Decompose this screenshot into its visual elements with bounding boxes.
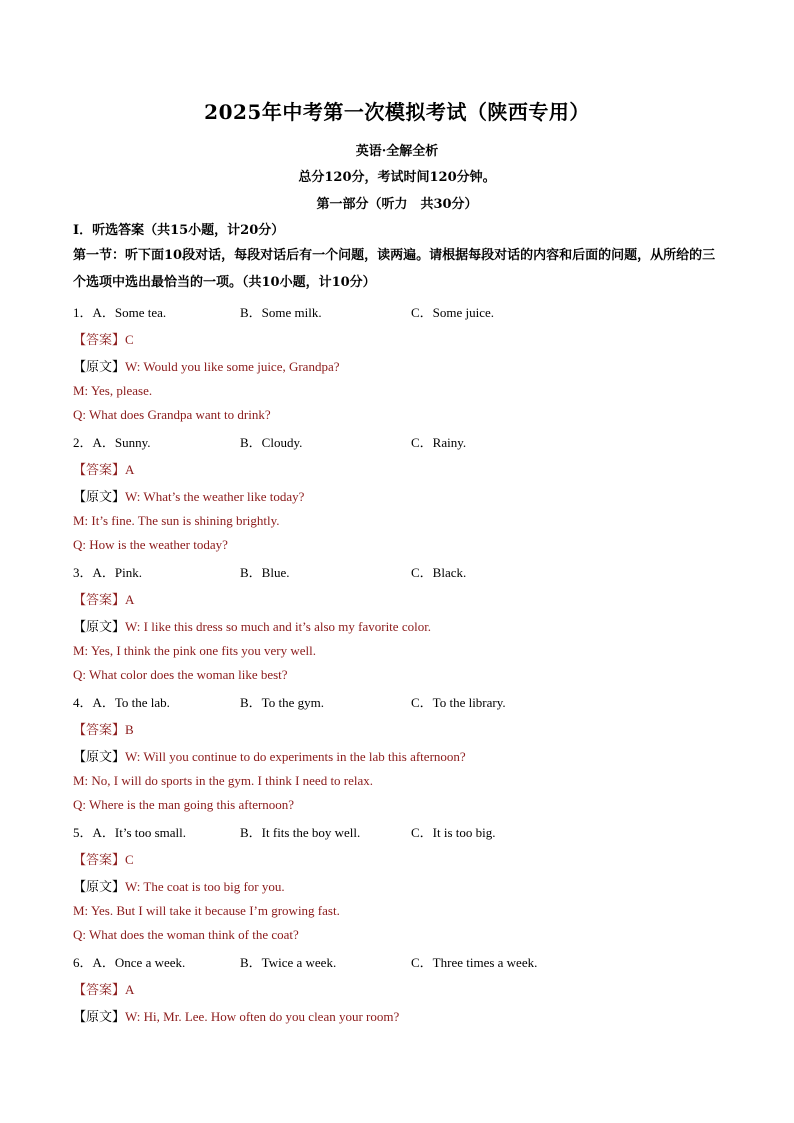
option-b: B．It fits the boy well.	[240, 825, 361, 840]
transcript-m: M: Yes, I think the pink one fits you very well.	[73, 643, 317, 658]
answer-line	[73, 589, 134, 608]
transcript-label: 【原文】	[73, 750, 126, 765]
transcript-m: M: Yes. But I will take it because I’m growing fast.	[73, 903, 340, 918]
part-heading: 第一部分（听力 共30分）	[316, 197, 478, 212]
transcript-w: W: Would you like some juice, Grandpa?	[125, 359, 340, 374]
option-a: 3．A．Pink.	[73, 565, 142, 580]
answer-line	[73, 719, 134, 738]
section-heading: Ⅰ．听选答案（共15小题，计20分）	[73, 223, 285, 238]
document-title: 2025年中考第一次模拟考试（陕西专用）	[204, 100, 590, 124]
answer-line	[73, 459, 134, 478]
transcript-line	[73, 486, 304, 505]
transcript-w: W: Hi, Mr. Lee. How often do you clean your room?	[125, 1009, 400, 1024]
option-c: C．Rainy.	[411, 435, 467, 450]
transcript-label: 【原文】	[73, 490, 126, 505]
transcript-q: Q: What does the woman think of the coat?	[73, 927, 299, 942]
transcript-q: Q: Where is the man going this afternoon?	[73, 797, 295, 812]
transcript-q: Q: What color does the woman like best?	[73, 667, 288, 682]
transcript-w: W: I like this dress so much and it’s also my favorite color.	[125, 619, 432, 634]
transcript-w: W: The coat is too big for you.	[125, 879, 285, 894]
option-b: B．Cloudy.	[240, 435, 303, 450]
option-c: C．Some juice.	[411, 305, 495, 320]
option-c: C．To the library.	[411, 695, 506, 710]
option-b: B．Twice a week.	[240, 955, 337, 970]
answer-value: A	[125, 982, 135, 997]
transcript-line	[73, 746, 466, 765]
transcript-w: W: Will you continue to do experiments in the lab this afternoon?	[125, 749, 466, 764]
transcript-line	[73, 876, 285, 895]
transcript-label: 【原文】	[73, 1010, 126, 1025]
answer-line	[73, 979, 134, 998]
transcript-q: Q: How is the weather today?	[73, 537, 228, 552]
answer-value: A	[125, 462, 135, 477]
answer-line	[73, 329, 134, 348]
transcript-m: M: No, I will do sports in the gym. I think I need to relax.	[73, 773, 374, 788]
option-b: B．Blue.	[240, 565, 290, 580]
answer-value: C	[125, 852, 134, 867]
transcript-line	[73, 1006, 399, 1025]
answer-label: 【答案】	[73, 983, 126, 998]
transcript-m: M: It’s fine. The sun is shining brightly.	[73, 513, 280, 528]
transcript-w: W: What’s the weather like today?	[125, 489, 305, 504]
transcript-label: 【原文】	[73, 360, 126, 375]
option-c: C．Black.	[411, 565, 467, 580]
transcript-label: 【原文】	[73, 880, 126, 895]
option-a: 6．A．Once a week.	[73, 955, 186, 970]
option-c: C．It is too big.	[411, 825, 496, 840]
transcript-m: M: Yes, please.	[73, 383, 153, 398]
option-a: 4．A．To the lab.	[73, 695, 170, 710]
answer-value: A	[125, 592, 135, 607]
answer-label: 【答案】	[73, 593, 126, 608]
option-c: C．Three times a week.	[411, 955, 538, 970]
transcript-line	[73, 356, 340, 375]
section-instruction: 第一节：听下面10段对话，每段对话后有一个问题，读两遍。请根据每段对话的内容和后面的问题，从所给的三个选项中选出最恰当的一项。（共10小题，计10分）	[73, 248, 716, 290]
document-subtitle: 英语·全解全析	[355, 144, 439, 159]
answer-label: 【答案】	[73, 723, 126, 738]
option-a: 5．A．It’s too small.	[73, 825, 187, 840]
answer-label: 【答案】	[73, 333, 126, 348]
answer-line	[73, 849, 134, 868]
score-info: 总分120分，考试时间120分钟。	[298, 170, 496, 185]
option-b: B．To the gym.	[240, 695, 324, 710]
option-a: 1．A．Some tea.	[73, 305, 167, 320]
answer-label: 【答案】	[73, 853, 126, 868]
option-a: 2．A．Sunny.	[73, 435, 151, 450]
answer-label: 【答案】	[73, 463, 126, 478]
transcript-line	[73, 616, 431, 635]
transcript-label: 【原文】	[73, 620, 126, 635]
answer-value: B	[125, 722, 134, 737]
transcript-q: Q: What does Grandpa want to drink?	[73, 407, 271, 422]
answer-value: C	[125, 332, 134, 347]
option-b: B．Some milk.	[240, 305, 322, 320]
